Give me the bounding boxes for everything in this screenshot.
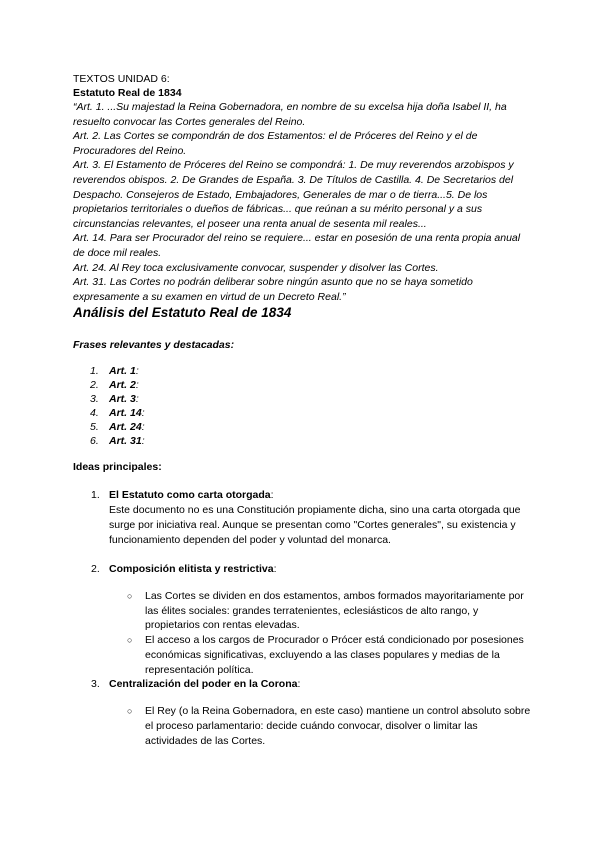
list-item [73, 392, 533, 406]
list-item [73, 420, 533, 434]
list-number: 6. [90, 435, 99, 448]
article-label: Art. 14 [109, 407, 142, 420]
quote-paragraph-art14: Art. 14. Para ser Procurador del reino se requiere... estar en posesión de una renta propia anual de doce mil reales. [73, 232, 521, 259]
ideas-title: Ideas principales: [73, 461, 162, 474]
article-label: Art. 24 [109, 421, 142, 434]
colon: : [135, 379, 139, 392]
sub-bullet-text: El acceso a los cargos de Procurador o Prócer está condicionado por posesiones económicas significativas, excluyendo a las clases populares y medias de la representación política. [145, 634, 524, 676]
colon: : [273, 562, 277, 575]
colon: : [270, 489, 274, 502]
unit-heading: TEXTOS UNIDAD 6: [73, 73, 170, 85]
article-label: Art. 1 [109, 365, 136, 378]
document-title: Estatuto Real de 1834 [73, 87, 182, 99]
sub-bullet-item [73, 589, 533, 633]
list-number: 2. [90, 379, 99, 392]
sub-bullet-item [73, 633, 533, 677]
idea-title: Composición elitista y restrictiva [109, 562, 274, 575]
colon: : [141, 407, 145, 420]
colon: : [141, 421, 145, 434]
hollow-circle-bullet-icon: ○ [127, 706, 133, 717]
sub-bullet-text: El Rey (o la Reina Gobernadora, en este caso) mantiene un control absoluto sobre el proceso parlamentario: decide cuándo convocar, disolver o limitar las actividades de las Cortes. [145, 705, 531, 748]
article-label: Art. 2 [109, 379, 136, 392]
quote-paragraph-art24: Art. 24. Al Rey toca exclusivamente convocar, suspender y disolver las Cortes. [73, 261, 439, 274]
idea-item [73, 562, 533, 577]
sub-bullet-text: Las Cortes se dividen en dos estamentos, ambos formados mayoritariamente por las élites sociales: grandes terratenientes, eclesiásticos de alto rango, y propietarios con rentas elevadas. [145, 589, 524, 632]
idea-item [73, 488, 533, 547]
idea-title: El Estatuto como carta otorgada [109, 489, 271, 502]
list-item [73, 406, 533, 420]
document-content [73, 72, 533, 749]
idea-number: 2. [91, 562, 100, 575]
frases-list [73, 364, 533, 448]
list-item [73, 364, 533, 378]
quote-paragraph-art1: “Art. 1. ...Su majestad la Reina Gobernadora, en nombre de su excelsa hija doña Isabel II, ha resuelto convocar las Cortes generales del Reino. [73, 101, 507, 128]
sub-bullet-list [73, 704, 533, 748]
hollow-circle-bullet-icon: ○ [127, 590, 133, 601]
list-number: 1. [90, 365, 99, 378]
sub-bullet-list [73, 589, 533, 678]
article-label: Art. 3 [109, 393, 136, 406]
article-label: Art. 31 [109, 435, 142, 448]
frases-title: Frases relevantes y destacadas: [73, 339, 235, 352]
quote-block [73, 100, 533, 304]
idea-item [73, 677, 533, 692]
colon: : [135, 393, 139, 406]
hollow-circle-bullet-icon: ○ [127, 635, 133, 646]
quote-paragraph-art2: Art. 2. Las Cortes se compondrán de dos Estamentos: el de Próceres del Reino y el de Procuradores del Reino. [73, 130, 478, 157]
quote-paragraph-art3: Art. 3. El Estamento de Próceres del Reino se compondrá: 1. De muy reverendos arzobispos y reverendos obispos. 2. De Grandes de España. 3. De Títulos de Castilla. 4. De Secretarios del Despacho. Consejeros de Estado, Embajadores, Generales de mar o de tierra...5. De los propietarios territoriales o dueños de fábricas... que reúnan a su mérito personal y a sus circunstancias relevantes, el poseer una renta anual de sesenta mil reales... [73, 159, 514, 230]
colon: : [135, 365, 139, 378]
list-number: 5. [90, 421, 99, 434]
list-item [73, 434, 533, 448]
colon: : [297, 678, 301, 691]
sub-bullet-item [73, 704, 533, 748]
quote-paragraph-art31: Art. 31. Las Cortes no podrán deliberar sobre ningún asunto que no se haya sometido expresamente a su examen en virtud de un Decreto Real.” [73, 276, 473, 303]
idea-number: 1. [91, 489, 100, 502]
idea-body: Este documento no es una Constitución propiamente dicha, sino una carta otorgada que surge por iniciativa real. Aunque se presentan como "Cortes generales", su existencia y funcionamiento dependen del poder y voluntad del monarca. [109, 504, 521, 546]
idea-number: 3. [91, 678, 100, 691]
analysis-title: Análisis del Estatuto Real de 1834 [73, 305, 292, 321]
colon: : [141, 435, 145, 448]
list-item [73, 378, 533, 392]
idea-title: Centralización del poder en la Corona [109, 678, 298, 691]
list-number: 4. [90, 407, 99, 420]
list-number: 3. [90, 393, 99, 406]
